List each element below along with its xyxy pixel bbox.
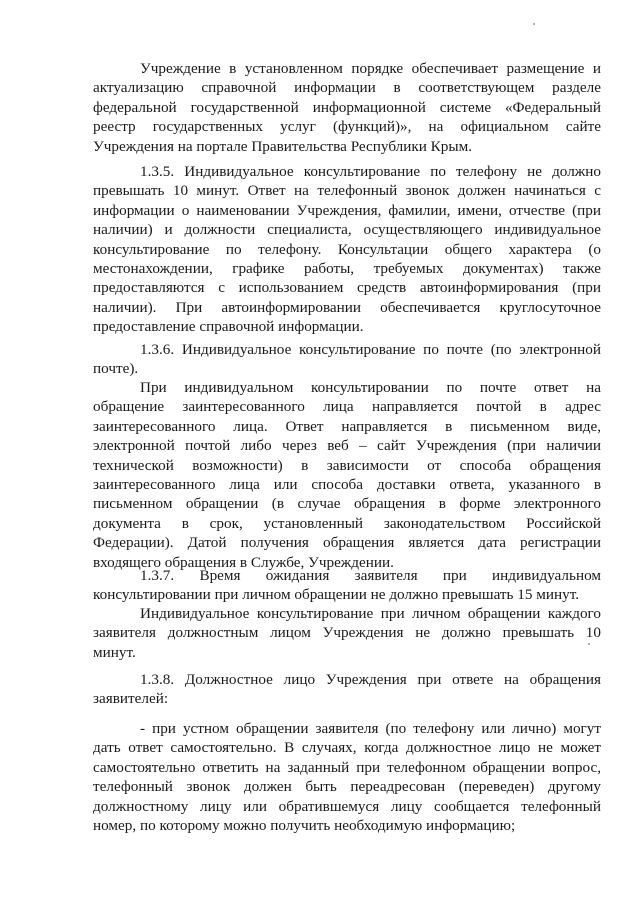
text-line: наличии) и должности специалиста, осуществляющего индивидуальное — [93, 221, 601, 239]
text-line: почте). — [93, 360, 139, 378]
text-line: заявителя должностным лицом Учреждения не должно превышать 10 — [93, 624, 601, 642]
text-line: консультирование по телефону. Консультации общего характера (о — [93, 240, 601, 258]
text-line: предоставление справочной информации. — [93, 318, 364, 336]
text-line: заинтересованного лица или способа доставки ответа, указанного в — [93, 476, 601, 494]
text-line: актуализацию справочной информации в соответствующем разделе — [93, 79, 601, 97]
text-line: местонахождении, графике работы, требуемых документах) также — [93, 260, 601, 278]
text-line: наличии). При автоинформировании обеспечивается круглосуточное — [93, 298, 601, 316]
paragraph-personal-consulting — [93, 604, 601, 662]
text-line: информации о наименовании Учреждения, фамилии, имени, отчестве (при — [93, 201, 601, 219]
text-line: реестр государственных услуг (функций)», на официальном сайте — [93, 118, 601, 136]
paragraph-1-3-8 — [93, 670, 601, 709]
text-line: самостоятельно ответить на заданный при телефонном обращении вопрос, — [93, 758, 601, 776]
text-line: превышать 10 минут. Ответ на телефонный звонок должен начинаться с — [93, 182, 601, 200]
text-line: Учреждение в установленном порядке обеспечивает размещение и — [140, 60, 601, 77]
paragraph-mail-consulting — [93, 378, 601, 572]
paragraph-1-3-6 — [93, 340, 601, 379]
text-line: минут. — [93, 643, 136, 661]
text-line: - при устном обращении заявителя (по телефону или лично) могут — [140, 720, 601, 737]
text-line: входящего обращения в Службе, Учреждении. — [93, 553, 394, 571]
scan-speck — [533, 23, 535, 25]
text-line: документа в срок, установленный законодательством Российской — [93, 514, 601, 532]
text-line: письменном обращении (в случае обращения в форме электронного — [93, 495, 601, 513]
paragraph-1-3-7 — [93, 566, 601, 605]
text-line: заинтересованного лица. Ответ направляется в письменном виде, — [93, 417, 601, 435]
scan-speck — [588, 643, 590, 645]
text-line: Учреждения на портале Правительства Республики Крым. — [93, 137, 473, 155]
text-line: технической возможности) в зависимости от способа обращения — [93, 456, 601, 474]
text-line: При индивидуальном консультировании по почте ответ на — [140, 379, 601, 396]
text-line: обращение заинтересованного лица направляется почтой в адрес — [93, 398, 601, 416]
paragraph-info-placement — [93, 59, 601, 156]
text-line: дать ответ самостоятельно. В случаях, когда должностное лицо не может — [93, 739, 601, 757]
text-line: Индивидуальное консультирование при личном обращении каждого — [140, 605, 601, 622]
text-line: 1.3.5. Индивидуальное консультирование по телефону не должно — [140, 163, 601, 180]
paragraph-1-3-5 — [93, 162, 601, 337]
text-line: должностному лицу или обратившемуся лицу сообщается телефонный — [93, 797, 601, 815]
text-line: 1.3.8. Должностное лицо Учреждения при ответе на обращения — [140, 671, 601, 688]
paragraph-oral-request — [93, 719, 601, 835]
text-line: 1.3.6. Индивидуальное консультирование по почте (по электронной — [140, 341, 601, 358]
text-line: номер, по которому можно получить необходимую информацию; — [93, 817, 516, 835]
text-line: заявителей: — [93, 690, 169, 708]
text-line: федеральной государственной информационной системе «Федеральный — [93, 98, 601, 116]
text-line: Федерации). Датой получения обращения является дата регистрации — [93, 534, 601, 552]
text-line: предоставляются с использованием средств автоинформирования (при — [93, 279, 601, 297]
text-line: консультировании при личном обращении не должно превышать 15 минут. — [93, 586, 580, 604]
text-line: телефонный звонок должен быть переадресован (переведен) другому — [93, 778, 601, 796]
text-line: электронной почтой либо через веб – сайт Учреждения (при наличии — [93, 437, 601, 455]
text-line: 1.3.7. Время ожидания заявителя при индивидуальном — [140, 567, 601, 584]
